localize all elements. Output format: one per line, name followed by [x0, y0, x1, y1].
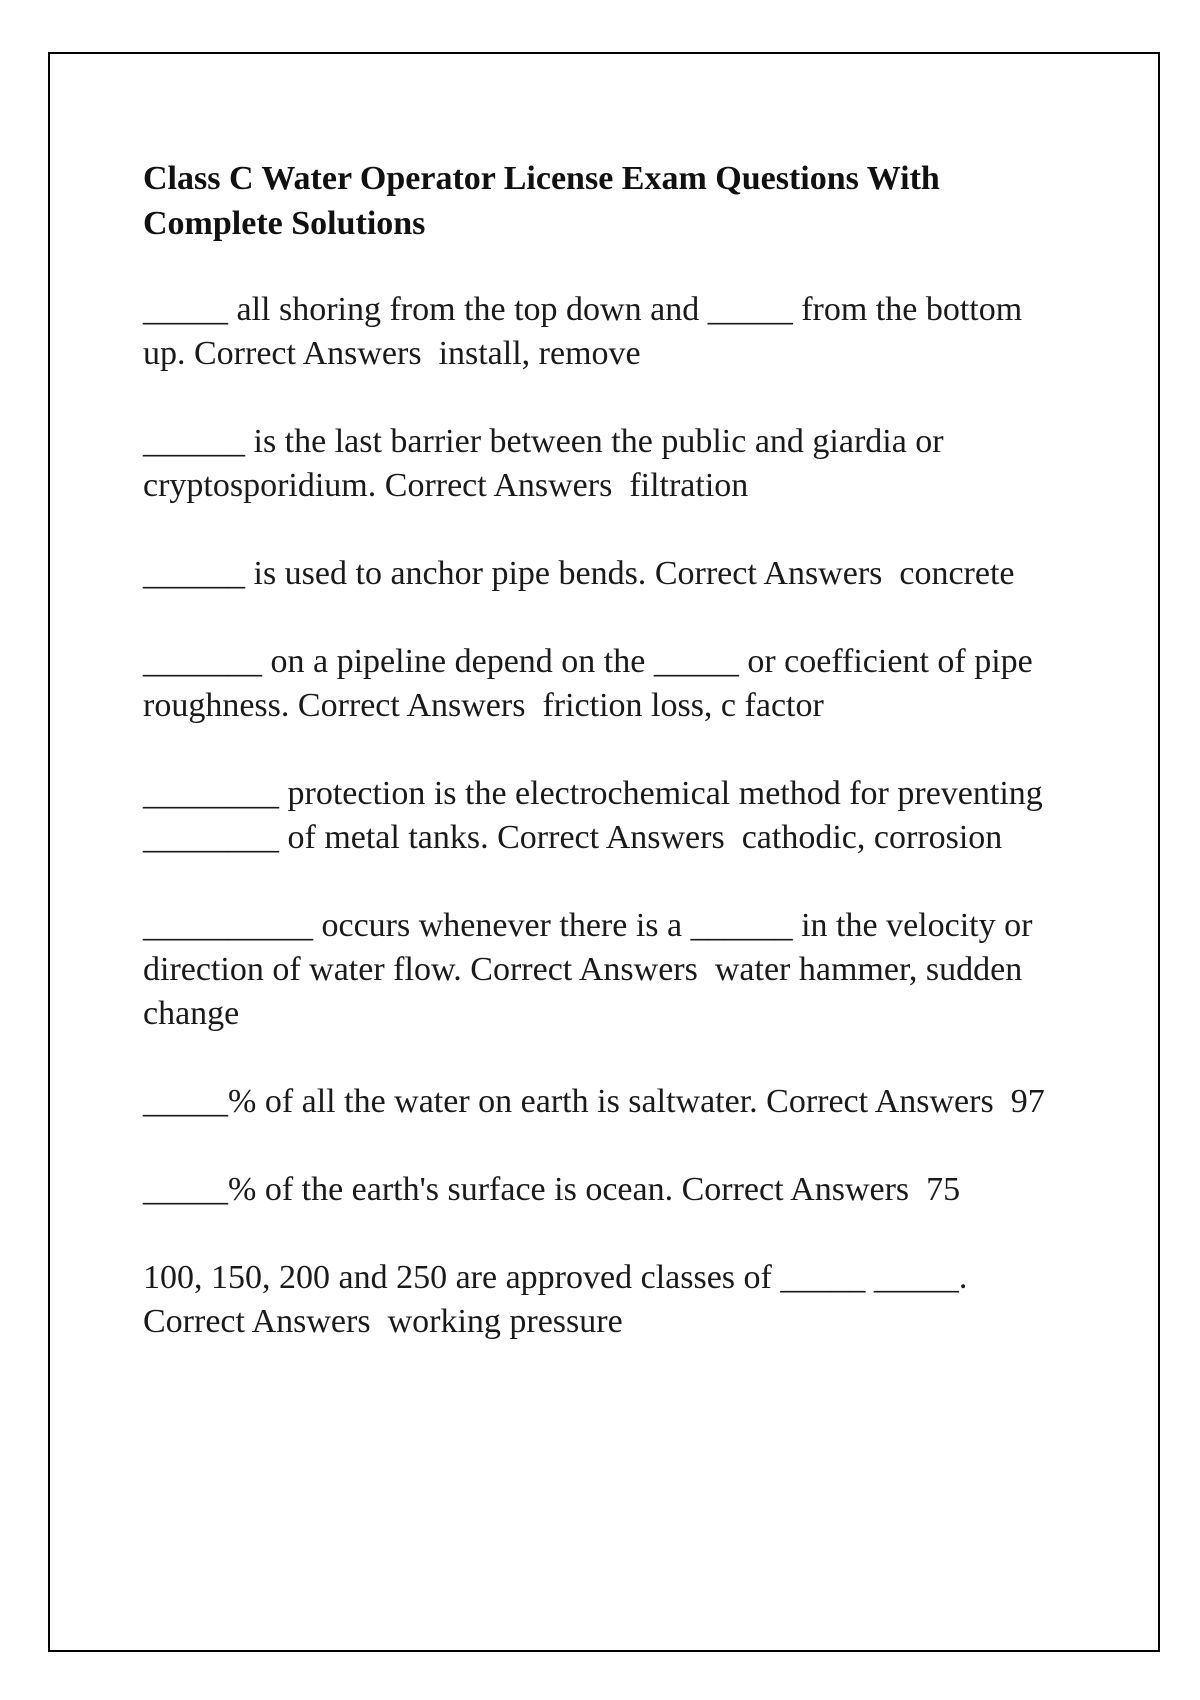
answer-text: working pressure [379, 1303, 623, 1340]
qa-item [143, 1256, 1073, 1344]
answer-text: 75 [917, 1171, 961, 1208]
qa-item [143, 640, 1073, 728]
answer-text: filtration [620, 467, 749, 504]
question-text: _____% of all the water on earth is saltwater. [143, 1083, 758, 1120]
answer-label: Correct Answers [654, 555, 883, 592]
question-text: ______ is used to anchor pipe bends. [143, 555, 647, 592]
qa-item [143, 1080, 1073, 1124]
question-text: _______ on a pipeline depend on the _____ or coefficient of pipe roughness. [143, 643, 1033, 724]
answer-text: concrete [890, 555, 1015, 592]
qa-item [143, 772, 1073, 860]
question-text: _____% of the earth's surface is ocean. [143, 1171, 674, 1208]
answer-label: Correct Answers [470, 951, 698, 988]
qa-item [143, 1168, 1073, 1212]
answer-label: Correct Answers [497, 819, 725, 856]
question-text: _____ all shoring from the top down and _____ from the bottom up. [143, 291, 1023, 372]
qa-item [143, 904, 1073, 1036]
qa-item [143, 420, 1073, 508]
answer-text: install, remove [430, 335, 641, 372]
question-text: __________ occurs whenever there is a ______ in the velocity or direction of water flow. [143, 907, 1033, 988]
answer-label: Correct Answers [766, 1083, 994, 1120]
answer-text: 97 [1002, 1083, 1045, 1120]
qa-item [143, 552, 1073, 596]
document-body [143, 156, 1073, 1388]
question-text: ______ is the last barrier between the public and giardia or cryptosporidium. [143, 423, 944, 504]
answer-label: Correct Answers [297, 687, 526, 724]
answer-label: Correct Answers [681, 1171, 910, 1208]
answer-label: Correct Answers [143, 1303, 371, 1340]
answer-label: Correct Answers [194, 335, 422, 372]
answer-text: water hammer, sudden change [143, 951, 1023, 1032]
document-title: Class C Water Operator License Exam Questions With Complete Solutions [143, 160, 940, 242]
question-text: 100, 150, 200 and 250 are approved classes of _____ _____. [143, 1259, 968, 1296]
question-text: ________ protection is the electrochemical method for preventing ________ of metal tanks. [143, 775, 1043, 856]
answer-text: friction loss, c factor [533, 687, 824, 724]
answer-text: cathodic, corrosion [733, 819, 1003, 856]
answer-label: Correct Answers [384, 467, 613, 504]
qa-item [143, 288, 1073, 376]
